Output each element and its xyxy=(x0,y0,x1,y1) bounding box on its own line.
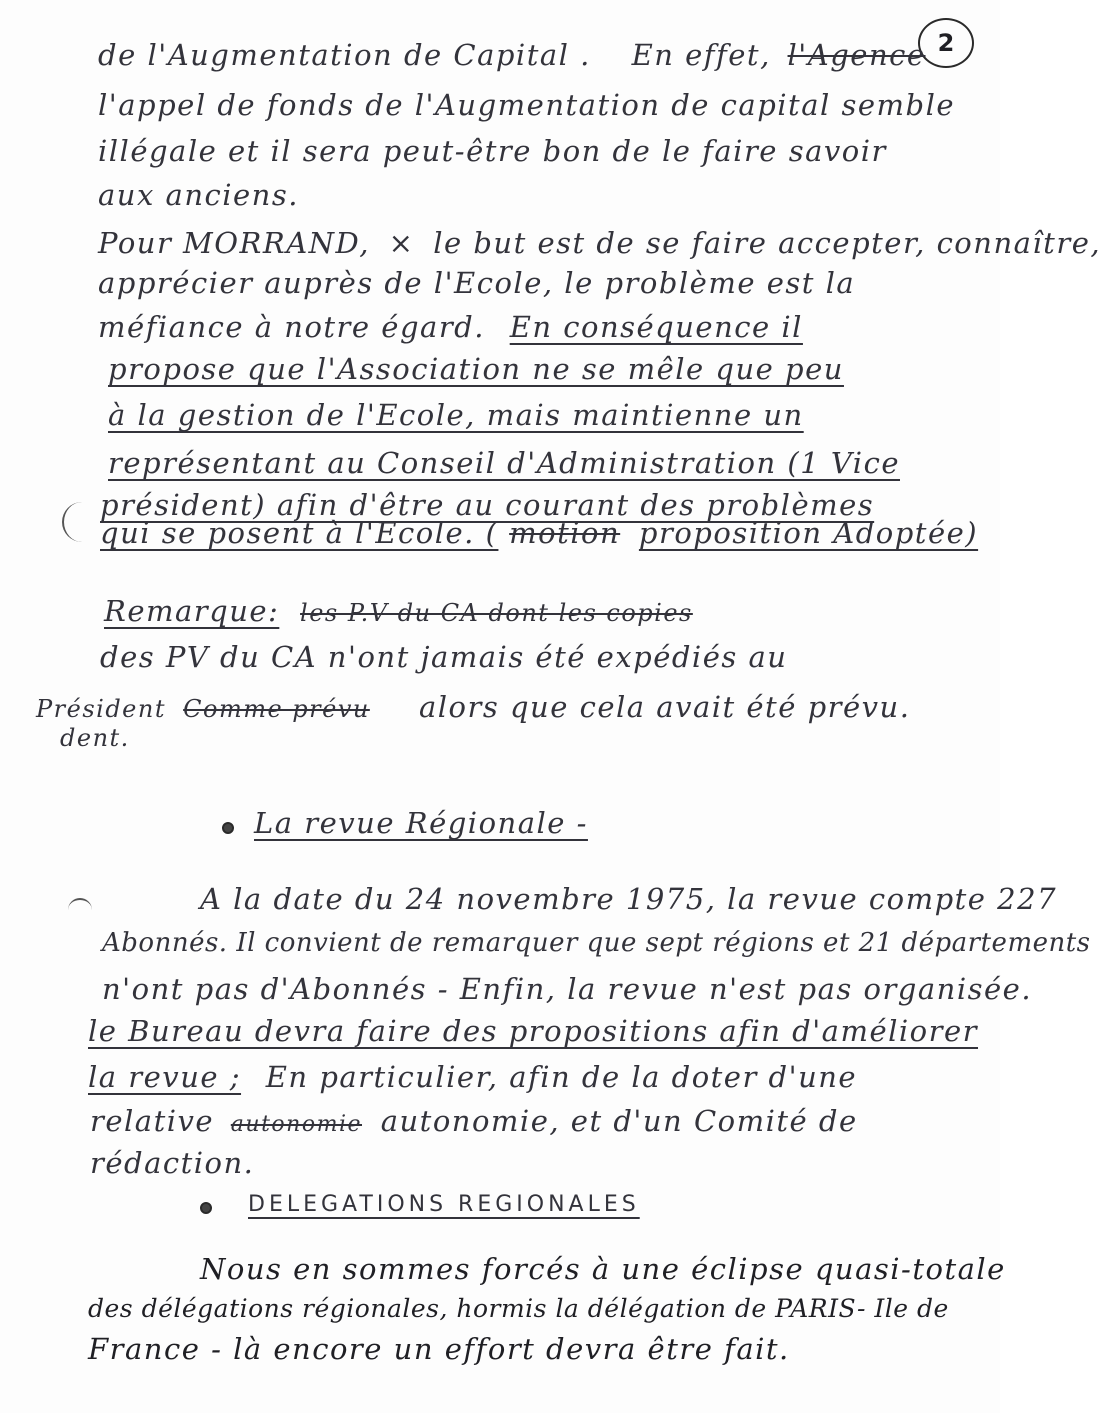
text-line xyxy=(98,38,926,72)
section-heading: La revue Régionale - xyxy=(254,806,588,840)
struck-word: l'Agence xyxy=(787,38,926,72)
text-line: illégale et il sera peut-être bon de le faire savoir xyxy=(98,134,887,168)
struck-word: autonomie xyxy=(230,1112,362,1137)
text-line: à la gestion de l'Ecole, mais maintienne un xyxy=(108,398,804,432)
text-line: Nous en sommes forcés à une éclipse quasi-totale xyxy=(200,1252,1006,1286)
text-segment: le but est de se faire accepter, connaître, xyxy=(433,226,1101,260)
text-line xyxy=(88,1060,857,1094)
text-line xyxy=(100,516,978,550)
text-line: n'ont pas d'Abonnés - Enfin, la revue n'est pas organisée. xyxy=(102,972,1033,1006)
text-line xyxy=(36,690,910,724)
text-line xyxy=(90,1104,858,1138)
margin-bracket xyxy=(62,502,84,542)
underlined-text: En conséquence il xyxy=(509,310,803,344)
text-line: dent. xyxy=(60,724,130,752)
underlined-text: qui se posent à l'Ecole. ( xyxy=(100,516,499,550)
text-line: Abonnés. Il convient de remarquer que sept régions et 21 départements xyxy=(102,928,1091,958)
text-line xyxy=(98,226,1101,260)
text-segment: de l'Augmentation de Capital . xyxy=(98,38,591,72)
text-line: l'appel de fonds de l'Augmentation de capital semble xyxy=(98,88,956,122)
text-line: représentant au Conseil d'Administration (1 Vice xyxy=(108,446,900,480)
text-line: apprécier auprès de l'Ecole, le problème est la xyxy=(98,266,856,300)
text-segment: méfiance à notre égard. xyxy=(98,310,485,344)
text-segment: relative xyxy=(90,1104,215,1138)
text-segment: autonomie, et d'un Comité de xyxy=(380,1104,858,1138)
text-line xyxy=(104,594,693,628)
bullet-icon xyxy=(200,1202,212,1214)
text-line: des PV du CA n'ont jamais été expédiés au xyxy=(100,640,788,674)
text-segment: En effet, xyxy=(631,38,771,72)
text-segment: alors que cela avait été prévu. xyxy=(418,690,911,724)
cross-mark: × xyxy=(388,226,415,260)
text-line: propose que l'Association ne se mêle que peu xyxy=(108,352,844,386)
text-line: aux anciens. xyxy=(98,178,299,212)
page-number-circle xyxy=(918,18,974,68)
underlined-text: proposition Adoptée) xyxy=(638,516,979,550)
struck-text: Comme prévu xyxy=(183,695,370,723)
text-line xyxy=(98,310,803,344)
underlined-text: la revue ; xyxy=(88,1060,242,1094)
text-segment: Président xyxy=(36,695,166,723)
text-line: France - là encore un effort devra être fait. xyxy=(88,1332,790,1366)
bullet-icon xyxy=(222,822,234,834)
text-segment: En particulier, afin de la doter d'une xyxy=(265,1060,858,1094)
text-line: le Bureau devra faire des propositions afin d'améliorer xyxy=(88,1014,979,1048)
struck-text: les P.V du CA dont les copies xyxy=(300,599,693,627)
text-line: des délégations régionales, hormis la délégation de PARIS- Ile de xyxy=(88,1294,949,1323)
text-line: A la date du 24 novembre 1975, la revue compte 227 xyxy=(200,882,1058,916)
struck-word: motion xyxy=(509,516,621,550)
section-heading: DELEGATIONS REGIONALES xyxy=(248,1192,640,1217)
text-segment: Pour MORRAND, xyxy=(98,226,370,260)
margin-tick xyxy=(68,898,92,914)
underlined-text: Remarque: xyxy=(104,594,280,628)
page-number: 2 xyxy=(937,29,955,57)
text-line: président) afin d'être au courant des problèmes xyxy=(100,488,875,522)
text-line: rédaction. xyxy=(90,1146,255,1180)
